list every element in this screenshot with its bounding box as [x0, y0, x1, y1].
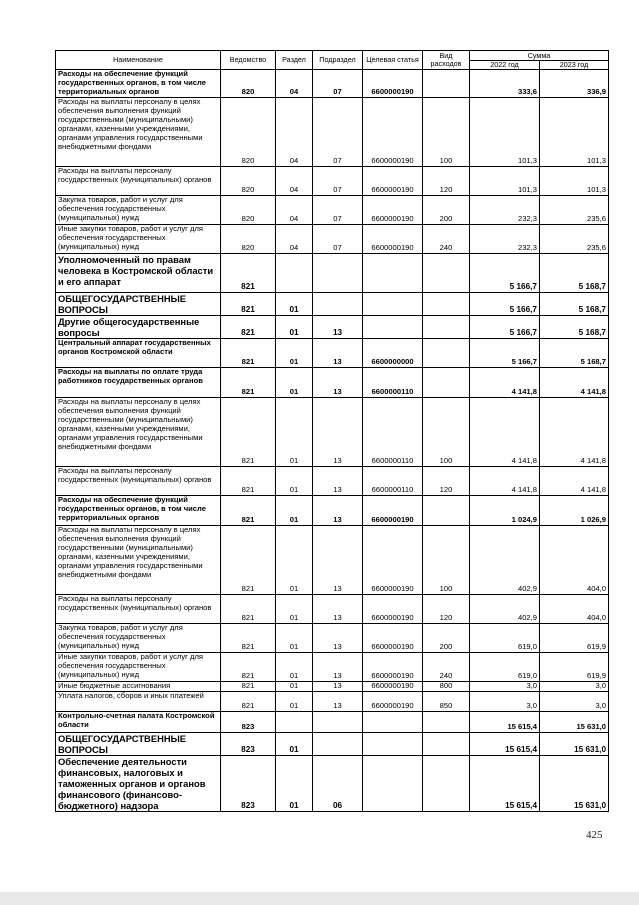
row-target: 6600000190: [363, 496, 423, 526]
row-sum-2023: 101,3: [540, 167, 609, 196]
row-sum-2023: 5 168,7: [540, 254, 609, 293]
row-sum-2022: 15 615,4: [470, 733, 540, 756]
row-subsection: [313, 712, 363, 733]
row-subsection: [313, 733, 363, 756]
row-name: Расходы на выплаты персоналу государственных (муниципальных) органов: [56, 595, 221, 624]
row-sum-2023: 235,6: [540, 196, 609, 225]
table-row: [56, 467, 609, 496]
row-name: Иные бюджетные ассигнования: [56, 682, 221, 692]
row-expense-type: 800: [423, 682, 470, 692]
row-target: 6600000190: [363, 682, 423, 692]
table-row: [56, 70, 609, 98]
table-row: [56, 682, 609, 692]
table-row: [56, 293, 609, 316]
row-name: Иные закупки товаров, работ и услуг для обеспечения государственных (муниципальных) нужд: [56, 225, 221, 254]
row-expense-type: 100: [423, 398, 470, 467]
row-sum-2022: 4 141,8: [470, 368, 540, 398]
row-expense-type: [423, 712, 470, 733]
row-section: 01: [276, 624, 313, 653]
table-row: [56, 167, 609, 196]
row-sum-2022: 3,0: [470, 682, 540, 692]
row-section: 01: [276, 756, 313, 812]
row-sum-2022: 402,9: [470, 595, 540, 624]
row-subsection: 06: [313, 756, 363, 812]
row-expense-type: 120: [423, 167, 470, 196]
row-target: 6600000190: [363, 624, 423, 653]
row-sum-2023: 15 631,0: [540, 733, 609, 756]
row-sum-2022: 15 615,4: [470, 756, 540, 812]
row-section: 01: [276, 692, 313, 712]
row-sum-2023: 1 026,9: [540, 496, 609, 526]
row-name: Расходы на выплаты персоналу в целях обеспечения выполнения функций государственными (муниципальными) органами, казенными учреждениями, органами управления государственными внебюджетными фондами: [56, 398, 221, 467]
row-name: Центральный аппарат государственных органов Костромской области: [56, 339, 221, 368]
table-row: [56, 653, 609, 682]
row-sum-2023: 619,9: [540, 624, 609, 653]
row-subsection: 07: [313, 98, 363, 167]
row-subsection: 13: [313, 316, 363, 339]
row-expense-type: 100: [423, 526, 470, 595]
row-subsection: 13: [313, 368, 363, 398]
row-target: 6600000110: [363, 368, 423, 398]
row-dept: 821: [221, 368, 276, 398]
row-target: 6600000190: [363, 526, 423, 595]
table-row: [56, 398, 609, 467]
row-subsection: [313, 254, 363, 293]
row-sum-2023: 336,9: [540, 70, 609, 98]
row-target: 6600000190: [363, 196, 423, 225]
row-expense-type: [423, 339, 470, 368]
row-section: 04: [276, 70, 313, 98]
row-expense-type: 200: [423, 196, 470, 225]
table-row: [56, 368, 609, 398]
row-name: Другие общегосударственные вопросы: [56, 316, 221, 339]
row-subsection: 13: [313, 398, 363, 467]
row-target: 6600000190: [363, 167, 423, 196]
row-sum-2022: 3,0: [470, 692, 540, 712]
table-row: [56, 733, 609, 756]
row-dept: 821: [221, 496, 276, 526]
row-expense-type: [423, 70, 470, 98]
row-dept: 820: [221, 98, 276, 167]
row-expense-type: 120: [423, 595, 470, 624]
row-expense-type: 100: [423, 98, 470, 167]
row-section: 04: [276, 167, 313, 196]
header-sum: Сумма: [470, 51, 609, 61]
row-dept: 820: [221, 196, 276, 225]
row-section: 01: [276, 653, 313, 682]
row-sum-2022: 333,6: [470, 70, 540, 98]
row-sum-2023: 4 141,8: [540, 467, 609, 496]
table-row: [56, 624, 609, 653]
row-target: [363, 733, 423, 756]
row-sum-2023: 15 631,0: [540, 756, 609, 812]
row-target: 6600000190: [363, 225, 423, 254]
row-subsection: 07: [313, 70, 363, 98]
table-row: [56, 496, 609, 526]
row-section: 01: [276, 682, 313, 692]
row-sum-2022: 232,3: [470, 196, 540, 225]
table-row: [56, 254, 609, 293]
row-section: 04: [276, 225, 313, 254]
row-section: 04: [276, 196, 313, 225]
row-name: Расходы на обеспечение функций государственных органов, в том числе территориальных органов: [56, 496, 221, 526]
row-sum-2022: 15 615,4: [470, 712, 540, 733]
header-expense-type: Вид расходов: [423, 51, 470, 70]
row-sum-2023: 404,0: [540, 595, 609, 624]
row-name: Расходы на обеспечение функций государственных органов, в том числе территориальных органов: [56, 70, 221, 98]
header-year-2022: 2022 год: [470, 61, 540, 70]
row-name: Закупка товаров, работ и услуг для обеспечения государственных (муниципальных) нужд: [56, 196, 221, 225]
row-sum-2023: 619,9: [540, 653, 609, 682]
row-subsection: 07: [313, 167, 363, 196]
row-expense-type: 200: [423, 624, 470, 653]
row-name: ОБЩЕГОСУДАРСТВЕННЫЕ ВОПРОСЫ: [56, 293, 221, 316]
row-sum-2022: 402,9: [470, 526, 540, 595]
scan-edge: [0, 892, 639, 905]
row-dept: 821: [221, 624, 276, 653]
row-target: [363, 756, 423, 812]
row-dept: 820: [221, 70, 276, 98]
table-row: [56, 316, 609, 339]
row-subsection: 13: [313, 624, 363, 653]
table-row: [56, 196, 609, 225]
table-row: [56, 756, 609, 812]
row-target: 6600000110: [363, 467, 423, 496]
row-target: 6600000190: [363, 98, 423, 167]
row-section: 01: [276, 496, 313, 526]
row-target: 6600000190: [363, 595, 423, 624]
row-target: [363, 316, 423, 339]
row-name: ОБЩЕГОСУДАРСТВЕННЫЕ ВОПРОСЫ: [56, 733, 221, 756]
row-sum-2023: 5 168,7: [540, 339, 609, 368]
row-name: Уполномоченный по правам человека в Костромской области и его аппарат: [56, 254, 221, 293]
row-sum-2022: 619,0: [470, 653, 540, 682]
table-row: [56, 225, 609, 254]
row-sum-2022: 5 166,7: [470, 316, 540, 339]
row-subsection: 13: [313, 339, 363, 368]
row-expense-type: 850: [423, 692, 470, 712]
row-expense-type: 120: [423, 467, 470, 496]
table-row: [56, 339, 609, 368]
row-expense-type: 240: [423, 653, 470, 682]
table-row: [56, 712, 609, 733]
row-section: [276, 254, 313, 293]
row-subsection: 07: [313, 196, 363, 225]
header-year-2023: 2023 год: [540, 61, 609, 70]
table-row: [56, 692, 609, 712]
table-row: [56, 98, 609, 167]
row-sum-2023: 3,0: [540, 682, 609, 692]
row-section: 01: [276, 339, 313, 368]
row-dept: 821: [221, 692, 276, 712]
header-name: Наименование: [56, 51, 221, 70]
row-dept: 821: [221, 653, 276, 682]
header-subsection: Подраздел: [313, 51, 363, 70]
row-section: 01: [276, 368, 313, 398]
row-subsection: 13: [313, 682, 363, 692]
row-sum-2022: 5 166,7: [470, 293, 540, 316]
row-dept: 821: [221, 467, 276, 496]
row-name: Обеспечение деятельности финансовых, налоговых и таможенных органов и органов финансового (финансово-бюджетного) надзора: [56, 756, 221, 812]
row-target: 6600000000: [363, 339, 423, 368]
row-name: Расходы на выплаты по оплате труда работников государственных органов: [56, 368, 221, 398]
table-row: [56, 595, 609, 624]
header-row: [56, 51, 609, 61]
row-name: Расходы на выплаты персоналу государственных (муниципальных) органов: [56, 467, 221, 496]
row-dept: 821: [221, 526, 276, 595]
row-sum-2023: 5 168,7: [540, 316, 609, 339]
row-dept: 820: [221, 225, 276, 254]
row-dept: 821: [221, 595, 276, 624]
row-subsection: 07: [313, 225, 363, 254]
row-subsection: 13: [313, 653, 363, 682]
row-subsection: 13: [313, 496, 363, 526]
row-sum-2022: 4 141,8: [470, 398, 540, 467]
row-dept: 823: [221, 756, 276, 812]
row-subsection: 13: [313, 467, 363, 496]
row-name: Контрольно-счетная палата Костромской области: [56, 712, 221, 733]
row-section: 01: [276, 733, 313, 756]
row-section: 01: [276, 467, 313, 496]
table-row: [56, 526, 609, 595]
row-dept: 820: [221, 167, 276, 196]
row-sum-2022: 232,3: [470, 225, 540, 254]
row-target: 6600000190: [363, 70, 423, 98]
row-section: 01: [276, 398, 313, 467]
row-sum-2022: 101,3: [470, 98, 540, 167]
row-expense-type: [423, 316, 470, 339]
row-name: Закупка товаров, работ и услуг для обеспечения государственных (муниципальных) нужд: [56, 624, 221, 653]
row-name: Расходы на выплаты персоналу в целях обеспечения выполнения функций государственными (муниципальными) органами, казенными учреждениями, органами управления государственными внебюджетными фондами: [56, 526, 221, 595]
row-sum-2023: 404,0: [540, 526, 609, 595]
row-dept: 821: [221, 682, 276, 692]
row-sum-2022: 5 166,7: [470, 339, 540, 368]
row-target: [363, 254, 423, 293]
row-target: 6600000190: [363, 692, 423, 712]
row-expense-type: [423, 756, 470, 812]
row-dept: 821: [221, 339, 276, 368]
row-name: Расходы на выплаты персоналу в целях обеспечения выполнения функций государственными (муниципальными) органами, казенными учреждениями, органами управления государственными внебюджетными фондами: [56, 98, 221, 167]
header-section: Раздел: [276, 51, 313, 70]
row-sum-2022: 619,0: [470, 624, 540, 653]
row-section: 01: [276, 316, 313, 339]
row-expense-type: [423, 496, 470, 526]
row-section: 04: [276, 98, 313, 167]
row-expense-type: 240: [423, 225, 470, 254]
row-sum-2022: 5 166,7: [470, 254, 540, 293]
row-name: Иные закупки товаров, работ и услуг для обеспечения государственных (муниципальных) нужд: [56, 653, 221, 682]
row-dept: 823: [221, 733, 276, 756]
row-target: [363, 712, 423, 733]
row-name: Уплата налогов, сборов и иных платежей: [56, 692, 221, 712]
row-dept: 821: [221, 398, 276, 467]
row-sum-2023: 3,0: [540, 692, 609, 712]
row-target: [363, 293, 423, 316]
row-section: 01: [276, 293, 313, 316]
row-expense-type: [423, 293, 470, 316]
row-dept: 823: [221, 712, 276, 733]
row-sum-2022: 101,3: [470, 167, 540, 196]
row-dept: 821: [221, 316, 276, 339]
row-dept: 821: [221, 254, 276, 293]
row-sum-2022: 1 024,9: [470, 496, 540, 526]
header-dept: Ведомство: [221, 51, 276, 70]
row-sum-2023: 5 168,7: [540, 293, 609, 316]
row-target: 6600000190: [363, 653, 423, 682]
row-sum-2022: 4 141,8: [470, 467, 540, 496]
row-subsection: 13: [313, 692, 363, 712]
row-sum-2023: 101,3: [540, 98, 609, 167]
budget-table: [55, 50, 609, 812]
row-subsection: 13: [313, 595, 363, 624]
row-dept: 821: [221, 293, 276, 316]
row-sum-2023: 4 141,8: [540, 368, 609, 398]
page-number: 425: [586, 829, 603, 841]
row-target: 6600000110: [363, 398, 423, 467]
row-expense-type: [423, 733, 470, 756]
row-expense-type: [423, 254, 470, 293]
header-target: Целевая статья: [363, 51, 423, 70]
row-expense-type: [423, 368, 470, 398]
row-sum-2023: 235,6: [540, 225, 609, 254]
row-sum-2023: 15 631,0: [540, 712, 609, 733]
row-section: [276, 712, 313, 733]
row-name: Расходы на выплаты персоналу государственных (муниципальных) органов: [56, 167, 221, 196]
row-section: 01: [276, 595, 313, 624]
row-section: 01: [276, 526, 313, 595]
row-subsection: [313, 293, 363, 316]
row-sum-2023: 4 141,8: [540, 398, 609, 467]
row-subsection: 13: [313, 526, 363, 595]
